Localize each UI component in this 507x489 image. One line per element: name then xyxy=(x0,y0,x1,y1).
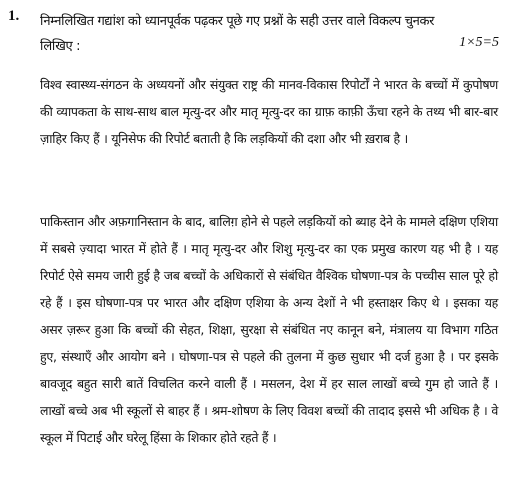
passage-paragraph-1 xyxy=(40,71,498,152)
passage-paragraph-2 xyxy=(40,208,498,451)
paragraph-2-text: पाकिस्तान और अफ़गानिस्तान के बाद, बालिग़ होने से पहले लड़कियों को ब्याह देने के मामले दक्षिण एशिया में सबसे ज़्यादा भारत में होते हैं । मातृ मृत्यु-दर और शिशु मृत्यु-दर का एक प्रमुख कारण यह भी है । यह रिपोर्ट ऐसे समय जारी हुई है जब बच्चों के अधिकारों से संबंधित वैश्विक घोषणा-पत्र के पच्चीस साल पूरे हो रहे हैं । इस घोषणा-पत्र पर भारत और दक्षिण एशिया के अन्य देशों ने भी हस्ताक्षर किए थे । इसका यह असर ज़रूर हुआ कि बच्चों की सेहत, शिक्षा, सुरक्षा से संबंधित नए कानून बने, मंत्रालय या विभाग गठित हुए, संस्थाएँ और आयोग बने । घोषणा-पत्र से पहले की तुलना में कुछ सुधार भी दर्ज हुआ है । पर इसके बावजूद बहुत सारी बातें विचलित करने वाली हैं । मसलन, देश में हर साल लाखों बच्चे गुम हो जाते हैं । लाखों बच्चे अब भी स्कूलों से बाहर हैं । श्रम-शोषण के लिए विवश बच्चों की तादाद इससे भी अधिक है । वे स्कूल में पिटाई और घरेलू हिंसा के शिकार होते रहते हैं । xyxy=(40,214,498,445)
question-instruction xyxy=(40,9,500,59)
instruction-line-2: लिखिए : xyxy=(40,39,81,54)
paragraph-1-text: विश्व स्वास्थ्य-संगठन के अध्ययनों और संयुक्त राष्ट्र की मानव-विकास रिपोर्टों ने भारत के बच्चों में कुपोषण की व्यापकता के साथ-साथ बाल मृत्यु-दर और मातृ मृत्यु-दर का ग्राफ़ काफ़ी ऊँचा रहने के तथ्य भी बार-बार ज़ाहिर किए हैं । यूनिसेफ की रिपोर्ट बताती है कि लड़कियों की दशा और भी ख़राब है । xyxy=(40,77,498,146)
instruction-line-1: निम्नलिखित गद्यांश को ध्यानपूर्वक पढ़कर पूछे गए प्रश्नों के सही उत्तर वाले विकल्प चुनकर xyxy=(40,14,435,29)
marks-label: 1×5=5 xyxy=(459,35,499,50)
question-number: 1. xyxy=(8,8,20,24)
